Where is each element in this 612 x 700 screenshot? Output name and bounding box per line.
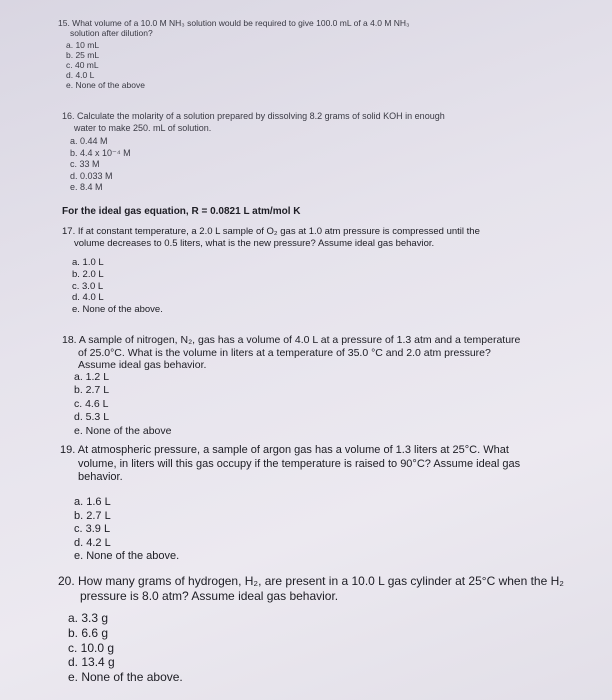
question-16-choices xyxy=(70,136,131,194)
answer-choice: e. None of the above xyxy=(66,80,145,90)
question-line: 16. Calculate the molarity of a solution prepared by dissolving 8.2 grams of solid KOH in enough xyxy=(62,111,445,121)
answer-choice: c. 3.0 L xyxy=(72,280,104,292)
question-17-choices xyxy=(72,257,163,316)
answer-choice: c. 10.0 g xyxy=(68,640,115,655)
question-18-text xyxy=(62,334,520,372)
gas-constant-note: For the ideal gas equation, R = 0.0821 L atm/mol K xyxy=(62,206,301,217)
answer-choice: c. 40 mL xyxy=(66,60,99,70)
answer-choice: a. 1.2 L xyxy=(74,371,110,383)
answer-choice: d. 13.4 g xyxy=(68,655,115,670)
answer-choice: b. 6.6 g xyxy=(68,625,109,640)
question-15-text xyxy=(58,18,410,38)
question-16-text xyxy=(62,110,445,134)
answer-choice: a. 1.0 L xyxy=(72,257,104,268)
answer-choice: d. 0.033 M xyxy=(70,170,113,181)
question-19-text xyxy=(60,444,520,485)
answer-choice: c. 4.6 L xyxy=(74,397,109,410)
answer-choice: b. 25 mL xyxy=(66,50,100,60)
question-line: 19. At atmospheric pressure, a sample of argon gas has a volume of 1.3 liters at 25°C. What xyxy=(60,444,509,456)
question-20-choices xyxy=(68,611,183,685)
question-line: volume, in liters will this gas occupy if the temperature is raised to 90°C? Assume ideal gas xyxy=(78,457,521,470)
answer-choice: b. 2.0 L xyxy=(72,268,104,280)
question-17-text xyxy=(62,226,480,249)
answer-choice: c. 33 M xyxy=(70,159,100,170)
answer-choice: e. None of the above xyxy=(74,424,172,437)
answer-choice: e. None of the above. xyxy=(68,670,183,685)
answer-choice: a. 0.44 M xyxy=(70,136,108,146)
answer-choice: d. 4.0 L xyxy=(66,70,95,80)
answer-choice: d. 4.0 L xyxy=(72,292,104,304)
question-line: 15. What volume of a 10.0 M NH₃ solution would be required to give 100.0 mL of a 4.0 M NH₃ xyxy=(58,18,410,28)
answer-choice: d. 5.3 L xyxy=(74,411,110,424)
question-18-choices xyxy=(74,371,172,438)
question-line: 20. How many grams of hydrogen, H₂, are present in a 10.0 L gas cylinder at 25°C when the H₂ xyxy=(58,574,564,588)
question-line: solution after dilution? xyxy=(70,28,153,38)
answer-choice: e. 8.4 M xyxy=(70,182,103,193)
answer-choice: c. 3.9 L xyxy=(74,523,111,536)
question-line: 18. A sample of nitrogen, N₂, gas has a volume of 4.0 L at a pressure of 1.3 atm and a temperature xyxy=(62,334,521,346)
answer-choice: a. 10 mL xyxy=(66,40,100,50)
question-line: volume decreases to 0.5 liters, what is the new pressure? Assume ideal gas behavior. xyxy=(74,237,435,249)
question-line: 17. If at constant temperature, a 2.0 L sample of O₂ gas at 1.0 atm pressure is compressed until the xyxy=(62,226,480,237)
answer-choice: a. 1.6 L xyxy=(74,496,111,508)
answer-choice: b. 2.7 L xyxy=(74,384,110,397)
answer-choice: e. None of the above. xyxy=(74,550,180,563)
question-line: of 25.0°C. What is the volume in liters at a temperature of 35.0 °C and 2.0 atm pressure? xyxy=(78,346,491,359)
question-line: pressure is 8.0 atm? Assume ideal gas behavior. xyxy=(80,588,339,603)
question-line: Assume ideal gas behavior. xyxy=(78,359,207,371)
answer-choice: e. None of the above. xyxy=(72,304,163,316)
answer-choice: a. 3.3 g xyxy=(68,611,109,625)
question-line: behavior. xyxy=(78,471,123,483)
answer-choice: b. 2.7 L xyxy=(74,509,111,522)
question-20-text xyxy=(58,574,564,603)
question-19-choices xyxy=(74,496,179,564)
question-line: water to make 250. mL of solution. xyxy=(74,123,212,133)
answer-choice: b. 4.4 x 10⁻⁴ M xyxy=(70,147,131,158)
answer-choice: d. 4.2 L xyxy=(74,536,111,549)
question-15-choices xyxy=(66,40,145,90)
